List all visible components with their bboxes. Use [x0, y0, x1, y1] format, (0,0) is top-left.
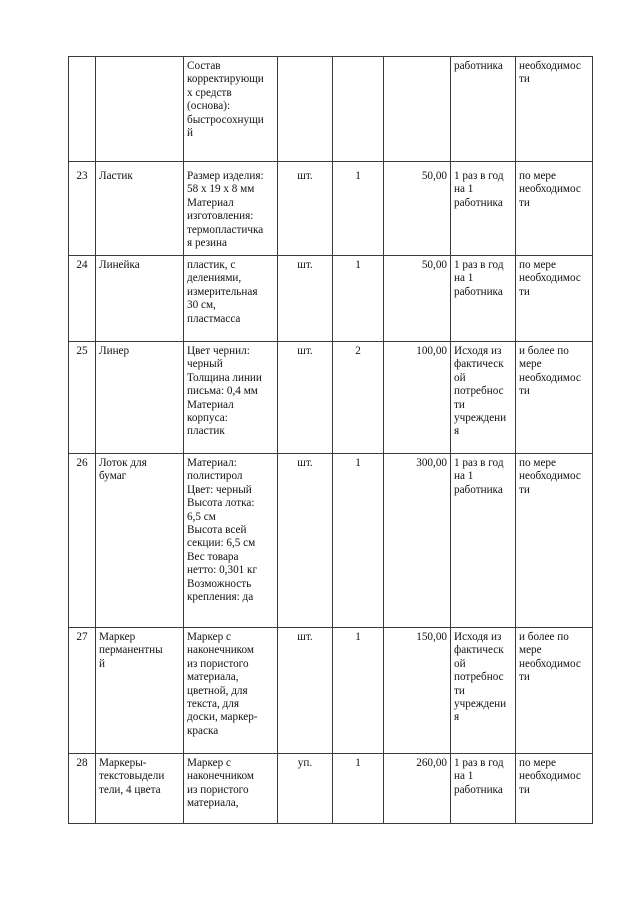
period-line: потребнос — [454, 671, 504, 684]
spec-line: доски, маркер- — [187, 711, 258, 724]
spec-line: 6,5 см — [187, 510, 216, 523]
note-line: необходимос — [519, 60, 581, 72]
cell-qty — [333, 57, 384, 162]
table-row — [69, 454, 593, 628]
spec-line: пластмасса — [187, 312, 241, 325]
name-line: Линер — [99, 345, 130, 357]
note-line: ти — [519, 783, 530, 796]
spec-line: краска — [187, 724, 219, 737]
spec-line: корректирующи — [187, 73, 264, 86]
cell-qty: 2 — [333, 342, 384, 454]
period-line: 1 раз в год — [454, 757, 504, 769]
table-row — [69, 256, 593, 342]
cell-spec — [184, 628, 278, 754]
table-row — [69, 57, 593, 162]
spec-line: текста, для — [187, 698, 239, 711]
cell-name — [96, 57, 184, 162]
period-line: работника — [454, 285, 503, 298]
spec-line: Состав — [187, 60, 221, 72]
supplies-table — [68, 56, 593, 824]
spec-line: Цвет чернил: — [187, 345, 250, 357]
spec-line: Материал — [187, 398, 234, 411]
cell-spec — [184, 256, 278, 342]
spec-line: я резина — [187, 237, 227, 250]
cell-qty: 1 — [333, 628, 384, 754]
spec-line: делениями, — [187, 272, 242, 285]
period-line: фактическ — [454, 644, 504, 657]
spec-line: письма: 0,4 мм — [187, 385, 258, 398]
note-line: мере — [519, 358, 542, 371]
spec-line: наконечником — [187, 770, 255, 783]
spec-line: Материал: — [187, 457, 237, 469]
name-line: й — [99, 657, 105, 670]
cell-name — [96, 454, 184, 628]
cell-spec — [184, 754, 278, 824]
cell-price: 50,00 — [384, 256, 451, 342]
period-line: Исходя из — [454, 345, 502, 357]
spec-line: черный — [187, 358, 223, 371]
cell-price: 300,00 — [384, 454, 451, 628]
note-line: мере — [519, 644, 542, 657]
spec-line: Возможность — [187, 577, 252, 590]
period-line: на 1 — [454, 272, 474, 285]
note-line: ти — [519, 483, 530, 496]
note-line: по мере — [519, 457, 556, 469]
cell-num: 25 — [69, 342, 96, 454]
note-line: и более по — [519, 631, 569, 643]
period-line: учреждени — [454, 412, 507, 425]
cell-qty: 1 — [333, 454, 384, 628]
note-line: необходимос — [519, 657, 581, 670]
period-line: учреждени — [454, 698, 507, 711]
note-line: по мере — [519, 259, 556, 271]
spec-line: Маркер с — [187, 631, 231, 643]
cell-unit: шт. — [278, 342, 333, 454]
spec-line: термопластичка — [187, 223, 264, 236]
cell-price — [384, 57, 451, 162]
cell-name — [96, 342, 184, 454]
period-line: на 1 — [454, 470, 474, 483]
spec-line: из пористого — [187, 783, 249, 796]
cell-spec — [184, 57, 278, 162]
spec-line: Вес товара — [187, 550, 239, 563]
spec-line: Размер изделия: — [187, 170, 264, 182]
note-line: по мере — [519, 170, 556, 182]
spec-line: нетто: 0,301 кг — [187, 564, 258, 577]
note-line: ти — [519, 196, 530, 209]
name-line: Линейка — [99, 259, 140, 271]
cell-qty: 1 — [333, 754, 384, 824]
note-line: необходимос — [519, 770, 581, 783]
cell-num: 28 — [69, 754, 96, 824]
cell-num: 27 — [69, 628, 96, 754]
cell-period — [451, 57, 516, 162]
cell-price: 100,00 — [384, 342, 451, 454]
period-line: работника — [454, 483, 503, 496]
cell-note — [516, 256, 593, 342]
cell-note — [516, 628, 593, 754]
period-line: на 1 — [454, 770, 474, 783]
cell-qty: 1 — [333, 256, 384, 342]
cell-name — [96, 256, 184, 342]
period-line: ой — [454, 657, 466, 670]
spec-line: секции: 6,5 см — [187, 537, 256, 550]
period-line: 1 раз в год — [454, 457, 504, 469]
note-line: необходимос — [519, 183, 581, 196]
period-line: ой — [454, 371, 466, 384]
note-line: ти — [519, 671, 530, 684]
period-line: 1 раз в год — [454, 259, 504, 271]
note-line: ти — [519, 385, 530, 398]
spec-line: Цвет: черный — [187, 483, 252, 496]
period-line: на 1 — [454, 183, 474, 196]
cell-period — [451, 162, 516, 256]
period-line: потребнос — [454, 385, 504, 398]
cell-unit — [278, 57, 333, 162]
period-line: работника — [454, 783, 503, 796]
cell-period — [451, 342, 516, 454]
cell-name — [96, 754, 184, 824]
period-line: фактическ — [454, 358, 504, 371]
spec-line: (основа): — [187, 100, 231, 113]
name-line: тели, 4 цвета — [99, 783, 161, 796]
spec-line: пластик — [187, 425, 225, 438]
spec-line: крепления: да — [187, 591, 254, 604]
cell-note — [516, 57, 593, 162]
spec-line: измерительная — [187, 285, 258, 298]
spec-line: Материал — [187, 196, 234, 209]
spec-line: корпуса: — [187, 412, 228, 425]
period-line: я — [454, 711, 460, 724]
cell-unit: шт. — [278, 628, 333, 754]
cell-price: 50,00 — [384, 162, 451, 256]
cell-qty: 1 — [333, 162, 384, 256]
note-line: ти — [519, 73, 530, 86]
cell-num: 23 — [69, 162, 96, 256]
cell-period — [451, 454, 516, 628]
cell-period — [451, 256, 516, 342]
period-line: Исходя из — [454, 631, 502, 643]
table-row — [69, 628, 593, 754]
spec-line: й — [187, 127, 193, 140]
cell-spec — [184, 162, 278, 256]
cell-unit: уп. — [278, 754, 333, 824]
spec-line: материала, — [187, 671, 239, 684]
cell-num: 26 — [69, 454, 96, 628]
cell-price: 260,00 — [384, 754, 451, 824]
note-line: ти — [519, 285, 530, 298]
cell-price: 150,00 — [384, 628, 451, 754]
period-line: работника — [454, 196, 503, 209]
name-line: текстовыдели — [99, 770, 165, 783]
cell-name — [96, 628, 184, 754]
name-line: перманентны — [99, 644, 163, 657]
spec-line: х средств — [187, 86, 232, 99]
spec-line: из пористого — [187, 657, 249, 670]
cell-name — [96, 162, 184, 256]
cell-unit: шт. — [278, 256, 333, 342]
spec-line: пластик, с — [187, 259, 236, 271]
spec-line: наконечником — [187, 644, 255, 657]
spec-line: Маркер с — [187, 757, 231, 769]
name-line: Лоток для — [99, 457, 147, 469]
spec-line: цветной, для — [187, 684, 248, 697]
cell-note — [516, 754, 593, 824]
name-line: бумаг — [99, 470, 127, 483]
spec-line: быстросохнущи — [187, 113, 264, 126]
spec-line: Высота всей — [187, 524, 247, 537]
table-row — [69, 342, 593, 454]
period-line: ти — [454, 398, 465, 411]
period-line: работника — [454, 60, 503, 72]
period-line: ти — [454, 684, 465, 697]
name-line: Маркеры- — [99, 757, 147, 769]
cell-note — [516, 454, 593, 628]
note-line: необходимос — [519, 371, 581, 384]
spec-line: Высота лотка: — [187, 497, 255, 510]
table-row — [69, 754, 593, 824]
table-body — [69, 57, 593, 824]
spec-line: 30 см, — [187, 299, 216, 312]
cell-spec — [184, 454, 278, 628]
period-line: 1 раз в год — [454, 170, 504, 182]
table-row — [69, 162, 593, 256]
cell-spec — [184, 342, 278, 454]
cell-note — [516, 342, 593, 454]
cell-num: 24 — [69, 256, 96, 342]
cell-note — [516, 162, 593, 256]
note-line: необходимос — [519, 272, 581, 285]
cell-period — [451, 754, 516, 824]
cell-period — [451, 628, 516, 754]
spec-line: изготовления: — [187, 210, 254, 223]
cell-unit: шт. — [278, 162, 333, 256]
cell-num — [69, 57, 96, 162]
spec-line: полистирол — [187, 470, 243, 483]
spec-line: Толщина линии — [187, 371, 262, 384]
name-line: Маркер — [99, 631, 136, 643]
name-line: Ластик — [99, 170, 133, 182]
spec-line: 58 х 19 х 8 мм — [187, 183, 255, 196]
period-line: я — [454, 425, 460, 438]
note-line: и более по — [519, 345, 569, 357]
note-line: по мере — [519, 757, 556, 769]
cell-unit: шт. — [278, 454, 333, 628]
note-line: необходимос — [519, 470, 581, 483]
spec-line: материала, — [187, 797, 239, 810]
